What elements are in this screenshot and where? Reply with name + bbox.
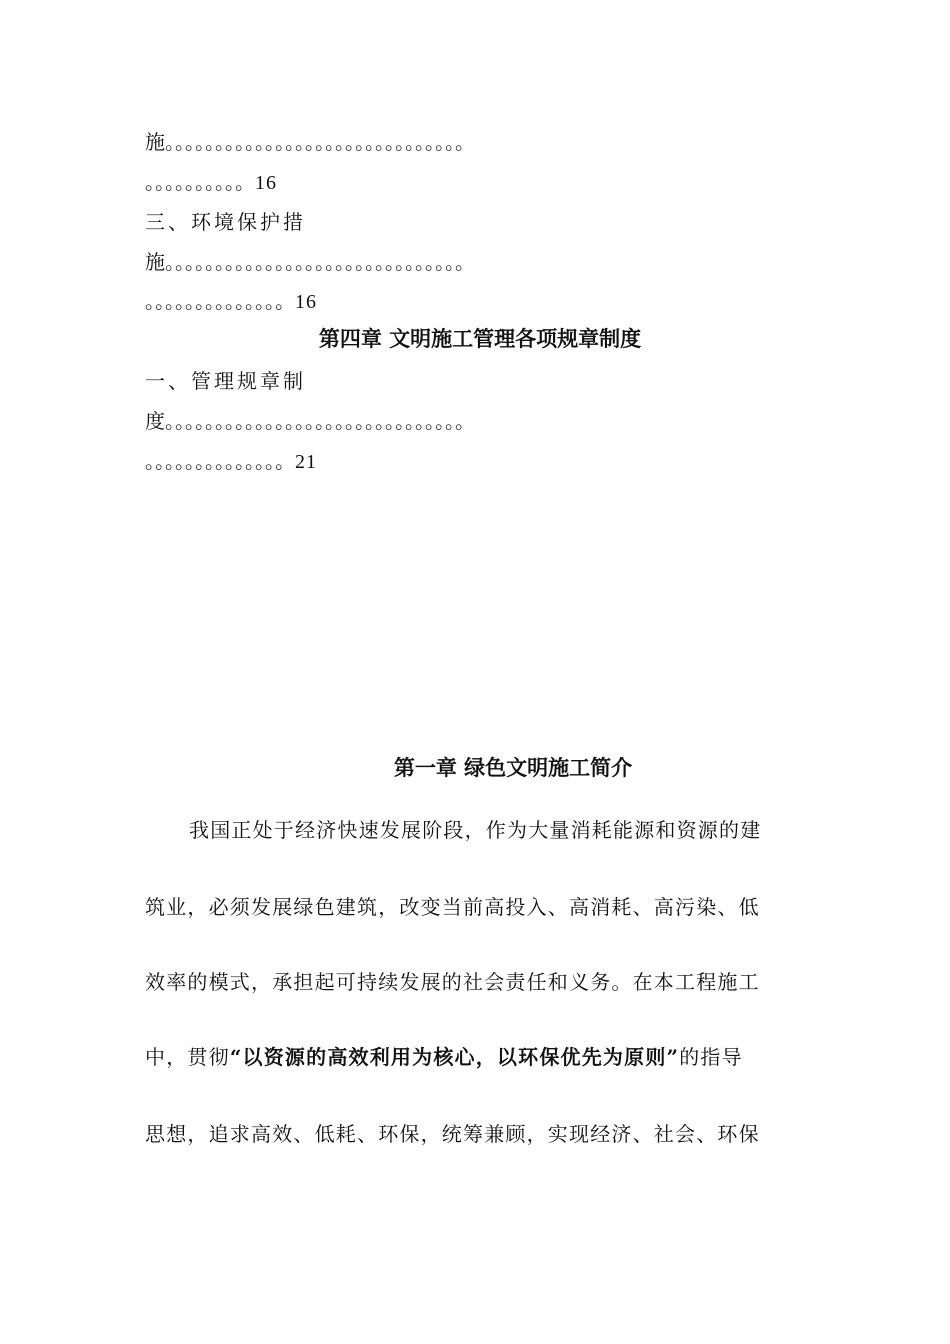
toc-entry-3-leader: 度。。。。。。。。。。。。。。。。。。。。。。。。。。。。。。: [145, 409, 475, 433]
toc-entry-3-title: 一、管理规章制: [145, 369, 306, 393]
paragraph-line-4-end: 的指导: [679, 1045, 743, 1069]
toc-entry-3-page: 21: [295, 451, 317, 473]
paragraph-line-1: 我国正处于经济快速发展阶段，作为大量消耗能源和资源的建: [189, 818, 762, 842]
paragraph-line-2: 筑业，必须发展绿色建筑，改变当前高投入、高消耗、高污染、低: [145, 895, 760, 919]
toc-entry-3-leader-cont: 。。。。。。。。。。。。。。: [145, 449, 295, 473]
toc-entry-1-line-1: [145, 130, 475, 154]
guiding-principle-quote: “以资源的高效利用为核心，以环保优先为原则”: [229, 1045, 680, 1069]
toc-chapter-4-heading: 第四章 文明施工管理各项规章制度: [318, 326, 642, 351]
toc-entry-1-leader-cont: 。。。。。。。。。。: [145, 170, 255, 194]
toc-entry-1-leader: 施。。。。。。。。。。。。。。。。。。。。。。。。。。。。。。: [145, 130, 475, 154]
toc-entry-3-line-1: [145, 409, 475, 433]
toc-entry-3-line-2: [145, 449, 317, 474]
toc-entry-2-title: 三、环境保护措: [145, 210, 306, 234]
toc-entry-2-page: 16: [295, 291, 317, 313]
chapter-1-heading: 第一章 绿色文明施工简介: [393, 755, 633, 780]
toc-entry-1-line-2: [145, 170, 277, 195]
toc-entry-2-line-2: [145, 289, 317, 314]
toc-entry-2-leader-cont: 。。。。。。。。。。。。。。: [145, 289, 295, 313]
paragraph-line-5: 思想，追求高效、低耗、环保，统筹兼顾，实现经济、社会、环保: [145, 1122, 760, 1146]
toc-entry-2-leader: 施。。。。。。。。。。。。。。。。。。。。。。。。。。。。。。: [145, 250, 475, 274]
paragraph-line-4-start: 中，贯彻: [145, 1045, 230, 1069]
toc-entry-1-page: 16: [255, 172, 277, 194]
paragraph-line-4: [145, 1045, 795, 1069]
toc-entry-2-line-1: [145, 250, 475, 274]
paragraph-line-3: 效率的模式，承担起可持续发展的社会责任和义务。在本工程施工: [145, 970, 760, 994]
